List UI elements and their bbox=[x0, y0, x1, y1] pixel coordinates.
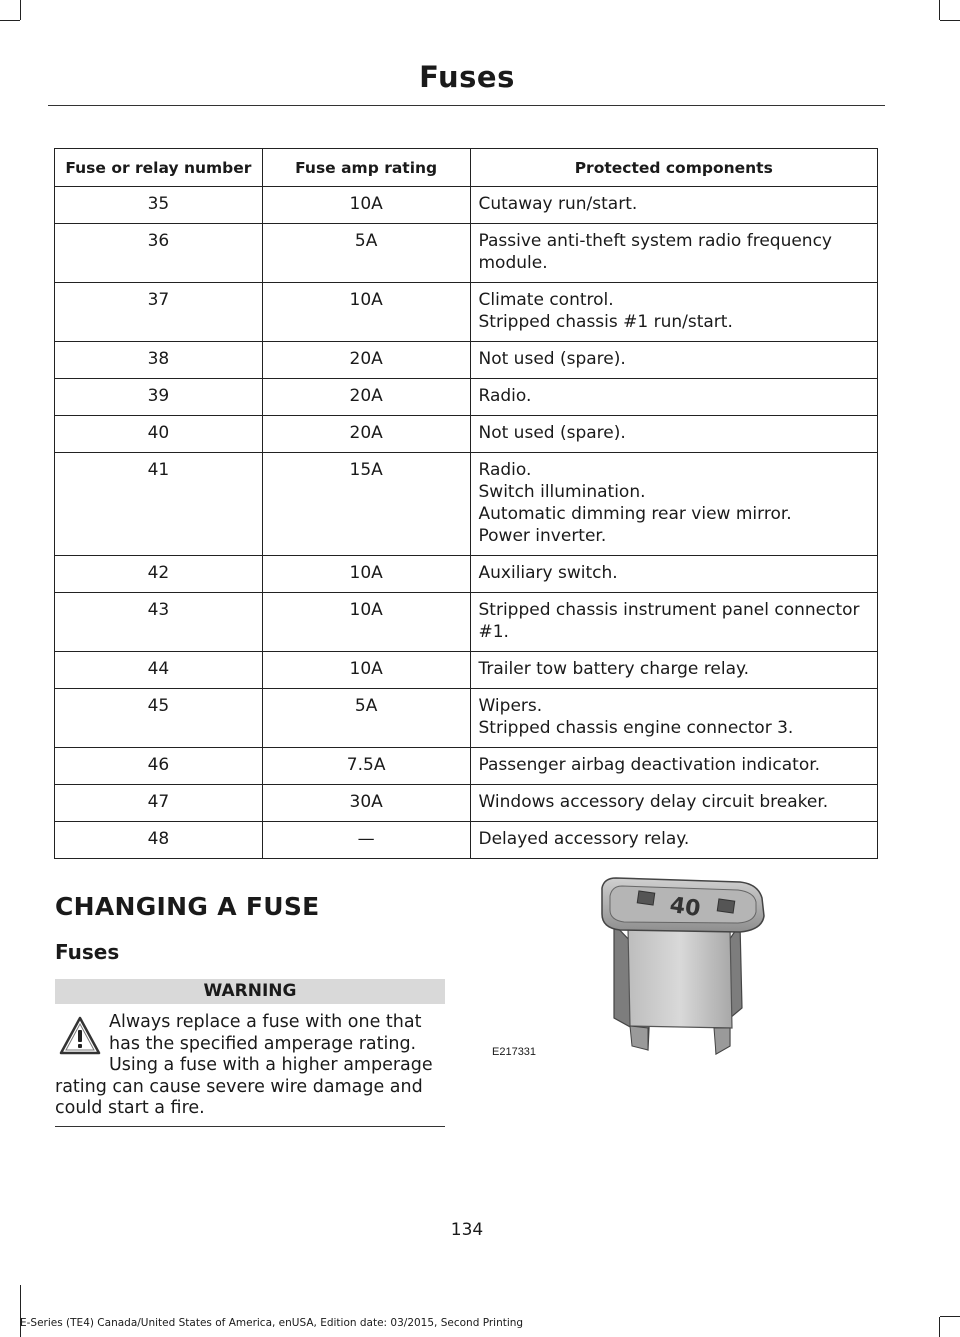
crop-mark bbox=[20, 0, 21, 20]
table-row bbox=[55, 453, 878, 556]
figure-code: E217331 bbox=[492, 1046, 537, 1058]
fuse-number-cell: 48 bbox=[55, 822, 263, 859]
fuse-number-cell: 39 bbox=[55, 379, 263, 416]
component-line: Power inverter. bbox=[478, 526, 607, 546]
component-line: Radio. bbox=[478, 460, 532, 480]
fuse-number-cell: 43 bbox=[55, 593, 263, 652]
protected-components-cell bbox=[470, 822, 878, 859]
table-row bbox=[55, 556, 878, 593]
table-row bbox=[55, 224, 878, 283]
fuse-number-cell: 41 bbox=[55, 453, 263, 556]
fuse-table-body bbox=[55, 187, 878, 859]
fuse-amp-cell: — bbox=[262, 822, 470, 859]
table-row bbox=[55, 379, 878, 416]
component-line: Stripped chassis instrument panel connector #1. bbox=[478, 600, 860, 642]
fuse-amp-cell: 20A bbox=[262, 379, 470, 416]
component-line: Auxiliary switch. bbox=[478, 563, 618, 583]
component-line: Passive anti-theft system radio frequency module. bbox=[478, 231, 832, 273]
protected-components-cell bbox=[470, 689, 878, 748]
table-row bbox=[55, 283, 878, 342]
warning-body: Always replace a fuse with one that has the specified amperage rating. Using a fuse with a higher amperage rating can cause severe wire damage and could start a fire. bbox=[55, 1012, 433, 1118]
fuse-table bbox=[54, 148, 878, 859]
fuse-number-cell: 38 bbox=[55, 342, 263, 379]
component-line: Trailer tow battery charge relay. bbox=[478, 659, 750, 679]
table-row bbox=[55, 187, 878, 224]
fuse-amp-cell: 7.5A bbox=[262, 748, 470, 785]
protected-components-cell bbox=[470, 224, 878, 283]
crop-mark bbox=[940, 20, 960, 21]
table-row bbox=[55, 593, 878, 652]
protected-components-cell bbox=[470, 283, 878, 342]
table-row bbox=[55, 652, 878, 689]
table-row bbox=[55, 416, 878, 453]
fuse-number-cell: 35 bbox=[55, 187, 263, 224]
column-header-amp-rating: Fuse amp rating bbox=[262, 149, 470, 187]
component-line: Stripped chassis engine connector 3. bbox=[478, 718, 794, 738]
component-line: Not used (spare). bbox=[478, 423, 626, 443]
fuse-amp-cell: 5A bbox=[262, 224, 470, 283]
crop-mark bbox=[0, 20, 20, 21]
fuse-amp-cell: 20A bbox=[262, 342, 470, 379]
fuse-rating-label: 40 bbox=[668, 892, 702, 923]
fuse-number-cell: 42 bbox=[55, 556, 263, 593]
fuse-illustration bbox=[590, 868, 775, 1058]
crop-mark bbox=[20, 1285, 21, 1337]
fuse-amp-cell: 20A bbox=[262, 416, 470, 453]
protected-components-cell bbox=[470, 593, 878, 652]
table-row bbox=[55, 785, 878, 822]
component-line: Passenger airbag deactivation indicator. bbox=[478, 755, 821, 775]
fuse-amp-cell: 5A bbox=[262, 689, 470, 748]
fuse-amp-cell: 10A bbox=[262, 593, 470, 652]
fuse-amp-cell: 10A bbox=[262, 556, 470, 593]
component-line: Switch illumination. bbox=[478, 482, 646, 502]
protected-components-cell bbox=[470, 342, 878, 379]
crop-mark bbox=[940, 1316, 960, 1317]
crop-mark bbox=[939, 1317, 940, 1337]
footer-edition-info: E-Series (TE4) Canada/United States of America, enUSA, Edition date: 03/2015, Second Printing bbox=[20, 1317, 524, 1329]
protected-components-cell bbox=[470, 556, 878, 593]
table-row bbox=[55, 689, 878, 748]
fuse-amp-cell: 10A bbox=[262, 652, 470, 689]
protected-components-cell bbox=[470, 453, 878, 556]
fuse-amp-cell: 15A bbox=[262, 453, 470, 556]
fuse-amp-cell: 30A bbox=[262, 785, 470, 822]
table-row bbox=[55, 342, 878, 379]
component-line: Windows accessory delay circuit breaker. bbox=[478, 792, 829, 812]
component-line: Wipers. bbox=[478, 696, 543, 716]
component-line: Not used (spare). bbox=[478, 349, 626, 369]
warning-text bbox=[55, 1012, 447, 1120]
component-line: Radio. bbox=[478, 386, 532, 406]
table-header-row bbox=[55, 149, 878, 187]
component-line: Cutaway run/start. bbox=[478, 194, 638, 214]
component-line: Stripped chassis #1 run/start. bbox=[478, 312, 733, 332]
fuse-amp-cell: 10A bbox=[262, 283, 470, 342]
fuse-amp-cell: 10A bbox=[262, 187, 470, 224]
page-number: 134 bbox=[450, 1220, 484, 1240]
protected-components-cell bbox=[470, 416, 878, 453]
section-subtitle: Fuses bbox=[55, 940, 120, 964]
component-line: Climate control. bbox=[478, 290, 614, 310]
protected-components-cell bbox=[470, 187, 878, 224]
fuse-number-cell: 44 bbox=[55, 652, 263, 689]
protected-components-cell bbox=[470, 785, 878, 822]
protected-components-cell bbox=[470, 652, 878, 689]
table-row bbox=[55, 822, 878, 859]
fuse-number-cell: 37 bbox=[55, 283, 263, 342]
protected-components-cell bbox=[470, 379, 878, 416]
component-line: Delayed accessory relay. bbox=[478, 829, 690, 849]
warning-divider bbox=[55, 1126, 445, 1127]
header-divider bbox=[48, 105, 885, 106]
table-row bbox=[55, 748, 878, 785]
fuse-number-cell: 47 bbox=[55, 785, 263, 822]
fuse-number-cell: 40 bbox=[55, 416, 263, 453]
protected-components-cell bbox=[470, 748, 878, 785]
fuse-number-cell: 36 bbox=[55, 224, 263, 283]
column-header-fuse-number: Fuse or relay number bbox=[55, 149, 263, 187]
section-title: CHANGING A FUSE bbox=[55, 892, 320, 921]
column-header-protected-components: Protected components bbox=[470, 149, 878, 187]
fuse-number-cell: 46 bbox=[55, 748, 263, 785]
page-title: Fuses bbox=[419, 60, 515, 94]
crop-mark bbox=[939, 0, 940, 20]
warning-header: WARNING bbox=[55, 979, 445, 1004]
fuse-number-cell: 45 bbox=[55, 689, 263, 748]
component-line: Automatic dimming rear view mirror. bbox=[478, 504, 792, 524]
